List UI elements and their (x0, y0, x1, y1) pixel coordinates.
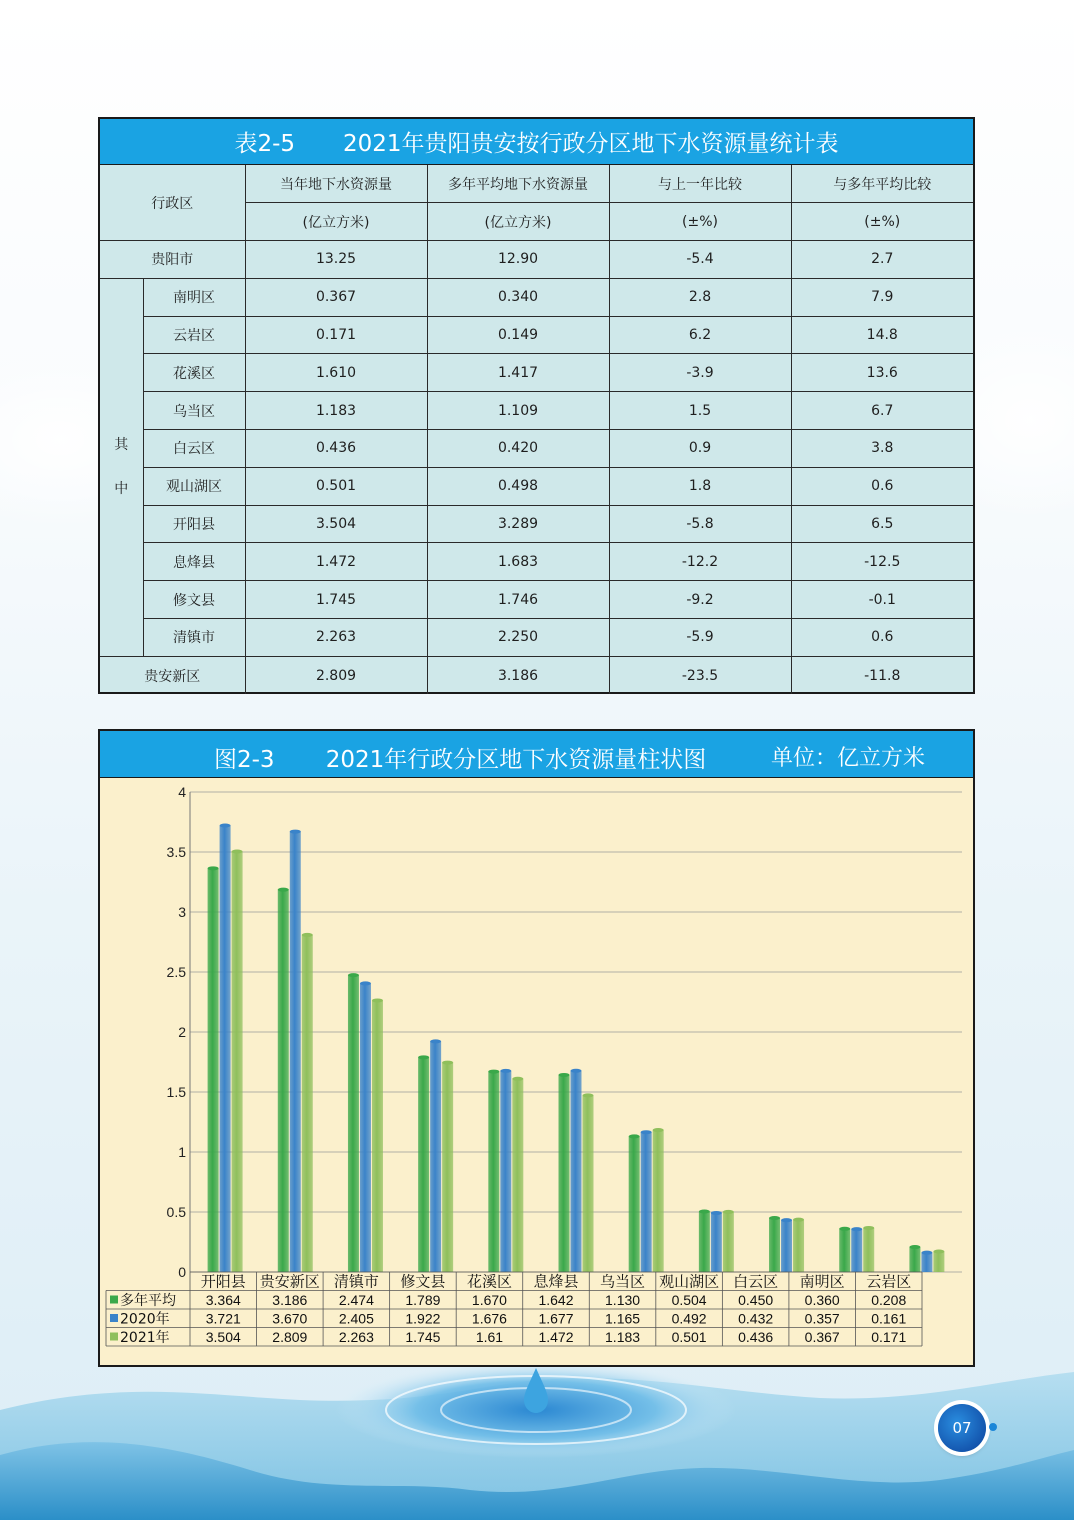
data-label: 1.130 (605, 1292, 641, 1308)
cell-average: 0.340 (427, 278, 609, 316)
legend-label: 2020年 (120, 1311, 170, 1328)
bar-cap (641, 1130, 652, 1134)
data-label: 3.186 (272, 1292, 308, 1308)
bar (488, 1072, 499, 1272)
cell-vs-prev: -23.5 (609, 656, 791, 694)
cell-current: 1.745 (245, 581, 427, 619)
cell-current: 2.263 (245, 619, 427, 657)
cell-current: 3.504 (245, 505, 427, 543)
y-tick-label: 0.5 (166, 1204, 186, 1220)
cell-average: 1.417 (427, 354, 609, 392)
bar-cap (933, 1249, 944, 1253)
bar (839, 1229, 850, 1272)
x-category-label: 乌当区 (600, 1272, 646, 1291)
bar (641, 1132, 652, 1272)
region-name: 开阳县 (143, 505, 245, 543)
data-label: 1.183 (605, 1329, 641, 1345)
bar-cap (290, 830, 301, 834)
bar-cap (488, 1070, 499, 1074)
cell-vs-avg: -11.8 (791, 656, 973, 694)
stats-table-panel (98, 117, 975, 694)
data-label: 0.436 (738, 1329, 774, 1345)
cell-current: 1.610 (245, 354, 427, 392)
data-label: 0.432 (738, 1310, 774, 1327)
cell-average: 2.250 (427, 619, 609, 657)
data-label: 0.450 (738, 1292, 774, 1308)
bar-cap (921, 1251, 932, 1255)
bar (208, 868, 219, 1272)
cell-vs-prev: -5.8 (609, 505, 791, 543)
bar-cap (208, 866, 219, 870)
cell-vs-prev: 2.8 (609, 278, 791, 316)
cell-average: 1.746 (427, 581, 609, 619)
cell-average: 3.289 (427, 505, 609, 543)
bar (571, 1071, 582, 1272)
cell-current: 1.183 (245, 392, 427, 430)
cell-vs-avg: 6.5 (791, 505, 973, 543)
data-label: 1.472 (538, 1329, 574, 1345)
cell-current: 2.809 (245, 656, 427, 694)
x-category-label: 贵安新区 (259, 1272, 320, 1291)
bar-cap (278, 888, 289, 892)
table-row-total (100, 241, 973, 279)
cell-current: 1.472 (245, 543, 427, 581)
cell-average: 12.90 (427, 241, 609, 279)
bar-cap (360, 981, 371, 985)
table-row (100, 278, 973, 316)
bar (711, 1213, 722, 1272)
bar-cap (863, 1226, 874, 1230)
bar (348, 975, 359, 1272)
table-row (100, 581, 973, 619)
data-label: 2.405 (338, 1310, 374, 1327)
bar-cap (851, 1227, 862, 1231)
y-tick-label: 2.5 (166, 964, 186, 980)
table-row (100, 392, 973, 430)
bar-chart-panel (98, 729, 975, 1367)
table-row (100, 505, 973, 543)
x-category-label: 清镇市 (333, 1272, 379, 1291)
data-label: 1.922 (405, 1310, 441, 1327)
cell-vs-avg: -0.1 (791, 581, 973, 619)
data-label: 1.165 (605, 1310, 641, 1327)
cell-average: 0.149 (427, 316, 609, 354)
bar (629, 1136, 640, 1272)
cell-average: 0.498 (427, 467, 609, 505)
bar-cap (442, 1061, 453, 1065)
cell-current: 0.367 (245, 278, 427, 316)
x-category-label: 云岩区 (866, 1272, 912, 1291)
data-label: 0.360 (804, 1292, 840, 1308)
cell-vs-prev: 1.5 (609, 392, 791, 430)
table-row (100, 354, 973, 392)
group-label: 其 中 (100, 278, 143, 656)
bar-cap (793, 1218, 804, 1222)
table-row (100, 316, 973, 354)
page-dot-icon (989, 1423, 997, 1431)
bar (559, 1075, 570, 1272)
bar (909, 1247, 920, 1272)
unit-current: (亿立方米) (245, 203, 427, 241)
data-label: 0.171 (871, 1329, 907, 1345)
bar-cap (839, 1227, 850, 1231)
data-label: 3.364 (205, 1292, 241, 1308)
bar (302, 935, 313, 1272)
table-title: 表2-5 2021年贵阳贵安按行政分区地下水资源量统计表 (100, 119, 973, 165)
y-tick-label: 2 (178, 1024, 186, 1040)
data-label: 3.670 (272, 1310, 308, 1327)
groundwater-table (100, 165, 973, 694)
bar (921, 1253, 932, 1272)
bar (793, 1220, 804, 1272)
bar (512, 1079, 523, 1272)
cell-current: 13.25 (245, 241, 427, 279)
bar-cap (348, 973, 359, 977)
data-label: 1.789 (405, 1292, 441, 1308)
cell-vs-prev: -5.9 (609, 619, 791, 657)
data-label: 1.642 (538, 1292, 574, 1308)
unit-vs-avg: (±%) (791, 203, 973, 241)
cell-average: 3.186 (427, 656, 609, 694)
bar-cap (629, 1134, 640, 1138)
region-name: 乌当区 (143, 392, 245, 430)
region-name: 观山湖区 (143, 467, 245, 505)
y-tick-label: 0 (178, 1264, 186, 1280)
bar-cap (781, 1218, 792, 1222)
cell-vs-prev: -9.2 (609, 581, 791, 619)
bar (653, 1130, 664, 1272)
bar (442, 1063, 453, 1272)
chart-title: 图2-3 2021年行政分区地下水资源量柱状图 (214, 747, 707, 773)
bar (583, 1095, 594, 1272)
bar-cap (302, 933, 313, 937)
data-label: 0.501 (671, 1329, 707, 1345)
x-category-label: 花溪区 (466, 1272, 512, 1291)
bar-cap (500, 1069, 511, 1073)
region-name: 贵安新区 (100, 656, 245, 694)
bar-cap (653, 1128, 664, 1132)
bar (290, 832, 301, 1272)
region-name: 白云区 (143, 430, 245, 468)
bar (863, 1228, 874, 1272)
data-label: 1.61 (475, 1329, 504, 1345)
chart-unit: 单位：亿立方米 (770, 746, 925, 771)
cell-vs-prev: 6.2 (609, 316, 791, 354)
y-tick-label: 3 (178, 904, 186, 920)
cell-vs-avg: 6.7 (791, 392, 973, 430)
legend-swatch (110, 1314, 118, 1322)
y-tick-label: 1 (178, 1144, 186, 1160)
legend-swatch (110, 1333, 118, 1341)
unit-vs-prev: (±%) (609, 203, 791, 241)
table-row (100, 619, 973, 657)
cell-vs-avg: 0.6 (791, 467, 973, 505)
data-label: 1.676 (471, 1310, 507, 1327)
y-tick-label: 4 (178, 784, 186, 800)
bar (699, 1212, 710, 1272)
bar (781, 1220, 792, 1272)
data-label: 0.357 (804, 1310, 840, 1327)
table-row-gui-an (100, 656, 973, 694)
bar-cap (699, 1210, 710, 1214)
unit-average: (亿立方米) (427, 203, 609, 241)
bar-cap (571, 1069, 582, 1073)
bar-cap (583, 1093, 594, 1097)
x-category-label: 息烽县 (533, 1272, 579, 1291)
region-name: 清镇市 (143, 619, 245, 657)
cell-vs-prev: -5.4 (609, 241, 791, 279)
region-name: 花溪区 (143, 354, 245, 392)
header-vs-avg: 与多年平均比较 (791, 165, 973, 203)
table-row (100, 430, 973, 468)
data-label: 2.263 (338, 1329, 374, 1345)
cell-current: 0.171 (245, 316, 427, 354)
cell-average: 0.420 (427, 430, 609, 468)
cell-vs-prev: 0.9 (609, 430, 791, 468)
data-label: 1.677 (538, 1310, 574, 1327)
bar (723, 1212, 734, 1272)
bar-chart (100, 778, 973, 1365)
legend-swatch (110, 1296, 118, 1304)
bar-cap (232, 850, 243, 854)
cell-vs-avg: 7.9 (791, 278, 973, 316)
cell-vs-avg: 0.6 (791, 619, 973, 657)
header-vs-prev: 与上一年比较 (609, 165, 791, 203)
region-name: 云岩区 (143, 316, 245, 354)
bar-cap (372, 998, 383, 1002)
cell-average: 1.683 (427, 543, 609, 581)
chart-title-bar (100, 731, 973, 778)
cell-average: 1.109 (427, 392, 609, 430)
data-label: 3.721 (205, 1310, 241, 1327)
x-category-label: 南明区 (799, 1272, 845, 1291)
bar (430, 1041, 441, 1272)
bar (769, 1218, 780, 1272)
legend-label: 2021年 (120, 1330, 170, 1346)
x-category-label: 修文县 (400, 1272, 446, 1291)
region-name: 贵阳市 (100, 241, 245, 279)
table-row (100, 543, 973, 581)
data-label: 0.504 (671, 1292, 707, 1308)
data-label: 0.492 (671, 1310, 707, 1327)
cell-vs-avg: 14.8 (791, 316, 973, 354)
cell-current: 0.501 (245, 467, 427, 505)
bar-cap (711, 1211, 722, 1215)
cell-vs-prev: -12.2 (609, 543, 791, 581)
data-label: 0.161 (871, 1310, 907, 1327)
region-name: 南明区 (143, 278, 245, 316)
header-current: 当年地下水资源量 (245, 165, 427, 203)
region-name: 息烽县 (143, 543, 245, 581)
legend-label: 多年平均 (120, 1293, 176, 1309)
bar (418, 1057, 429, 1272)
cell-vs-prev: 1.8 (609, 467, 791, 505)
header-row-1 (100, 165, 973, 203)
bar (933, 1251, 944, 1272)
bar-cap (418, 1055, 429, 1059)
bar-cap (430, 1039, 441, 1043)
data-label: 2.809 (272, 1329, 308, 1345)
x-category-label: 开阳县 (200, 1272, 246, 1291)
cell-vs-avg: 3.8 (791, 430, 973, 468)
bar (360, 983, 371, 1272)
bar-cap (769, 1216, 780, 1220)
cell-vs-avg: -12.5 (791, 543, 973, 581)
data-label: 1.670 (471, 1292, 507, 1308)
bar-cap (909, 1245, 920, 1249)
header-region: 行政区 (100, 165, 245, 241)
bar (851, 1229, 862, 1272)
cell-vs-avg: 2.7 (791, 241, 973, 279)
bar (220, 825, 231, 1272)
data-label: 3.504 (205, 1329, 241, 1345)
y-tick-label: 3.5 (166, 844, 186, 860)
x-category-label: 白云区 (733, 1272, 779, 1291)
bar-cap (512, 1077, 523, 1081)
bar (232, 852, 243, 1272)
data-label: 0.367 (804, 1329, 840, 1345)
cell-current: 0.436 (245, 430, 427, 468)
data-label: 0.208 (871, 1292, 907, 1308)
cell-vs-avg: 13.6 (791, 354, 973, 392)
x-category-label: 观山湖区 (659, 1272, 720, 1291)
table-row (100, 467, 973, 505)
header-average: 多年平均地下水资源量 (427, 165, 609, 203)
bar-cap (559, 1073, 570, 1077)
page-number-badge: 07 (938, 1404, 986, 1452)
data-label: 2.474 (338, 1292, 374, 1308)
bar (278, 890, 289, 1272)
bar (500, 1071, 511, 1272)
y-tick-label: 1.5 (166, 1084, 186, 1100)
data-label: 1.745 (405, 1329, 441, 1345)
region-name: 修文县 (143, 581, 245, 619)
cell-vs-prev: -3.9 (609, 354, 791, 392)
bar-cap (220, 823, 231, 827)
bar (372, 1000, 383, 1272)
bar-cap (723, 1210, 734, 1214)
